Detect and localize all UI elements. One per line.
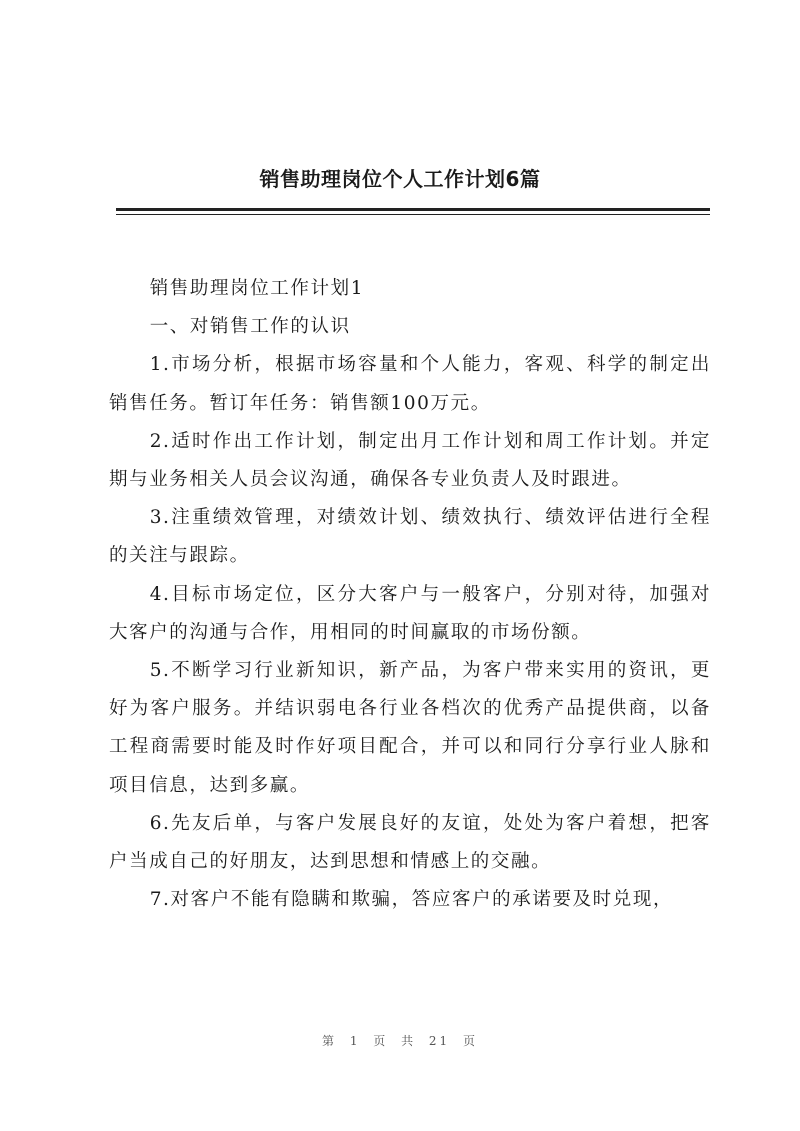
paragraph: 5.不断学习行业新知识，新产品，为客户带来实用的资讯，更好为客户服务。并结识弱电各行业各档次的优秀产品提供商，以备工程商需要时能及时作好项目配合，并可以和同行分享行业人脉和项目信息，达到多赢。 (109, 660, 711, 796)
paragraph: 3.注重绩效管理，对绩效计划、绩效执行、绩效评估进行全程的关注与跟踪。 (109, 507, 711, 567)
title-divider (116, 208, 710, 211)
paragraph: 2.适时作出工作计划，制定出月工作计划和周工作计划。并定期与业务相关人员会议沟通，确保各专业负责人及时跟进。 (109, 430, 711, 491)
paragraph: 6.先友后单，与客户发展良好的友谊，处处为客户着想，把客户当成自己的好朋友，达到思想和情感上的交融。 (109, 812, 711, 873)
paragraph: 7.对客户不能有隐瞒和欺骗，答应客户的承诺要及时兑现， (149, 889, 674, 911)
title-divider-thin (116, 214, 710, 215)
document-body (109, 270, 711, 919)
paragraph: 1.市场分析，根据市场容量和个人能力，客观、科学的制定出销售任务。暂订年任务：销售额100万元。 (109, 354, 711, 414)
subsection-heading: 一、对销售工作的认识 (149, 316, 351, 338)
paragraph: 4.目标市场定位，区分大客户与一般客户，分别对待，加强对大客户的沟通与合作，用相同的时间赢取的市场份额。 (109, 583, 711, 643)
document-title: 销售助理岗位个人工作计划6篇 (259, 167, 541, 191)
page-number-footer: 第 1 页 共 21 页 (322, 1034, 478, 1048)
section-heading: 销售助理岗位工作计划1 (149, 278, 365, 299)
